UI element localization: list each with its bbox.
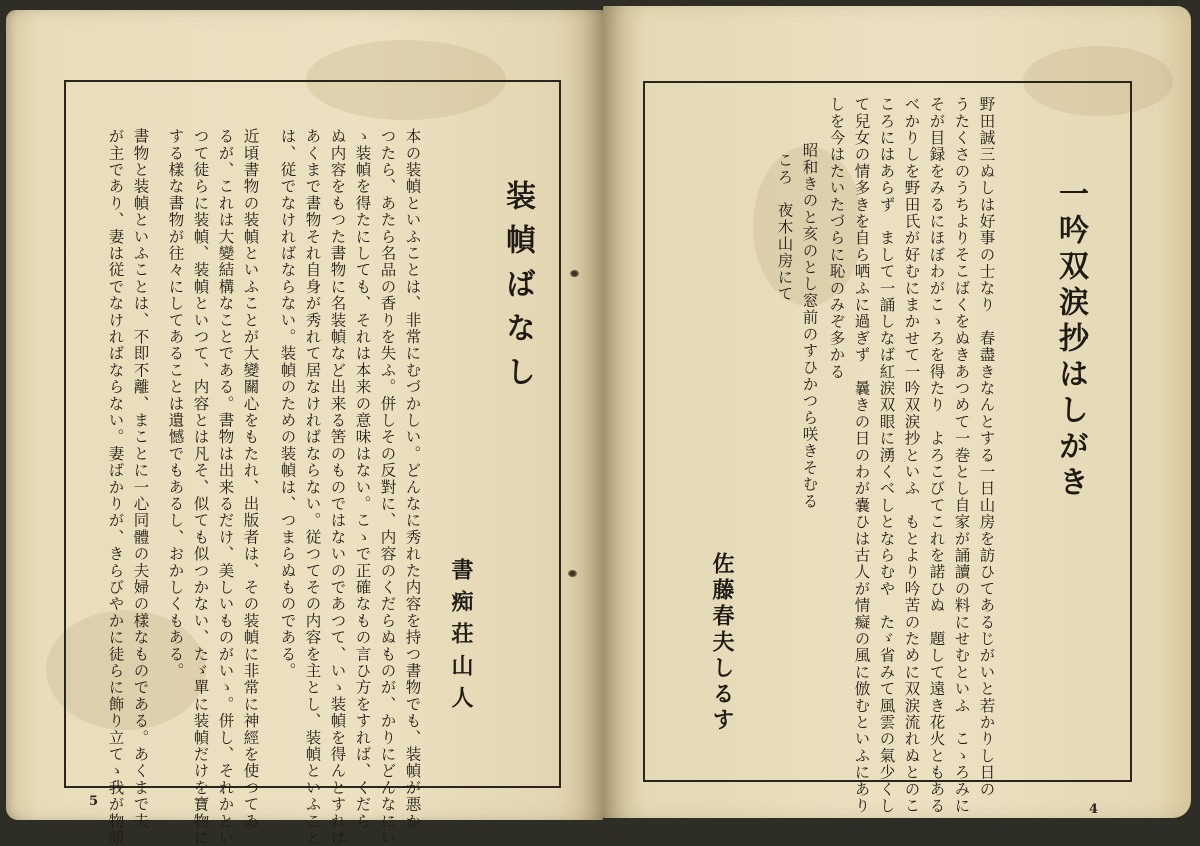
left-page	[6, 10, 603, 846]
right-page-line: ころにはあらず まして一誦しなば紅涙双眼に湧くべしとならむや たゞ省みて風雲の氣少くし	[877, 96, 896, 815]
left-page-number: 5	[89, 794, 99, 809]
left-page-line: つたら、あたら名品の香りを失ふ。併しその反對に、内容のくだらぬものが、かりにどんなにい	[378, 128, 397, 846]
right-page-line: 野田誠三ぬしは好事の士なり 春盡きなんとする一日山房を訪ひてあるじがいと若かりし日の	[977, 96, 996, 798]
left-page-line: は、従でなければならない。装幀のための装幀は、つまらぬものである。	[278, 128, 297, 680]
right-page-line: うたくさのうちよりそこばくをぬきあつめて一巻とし自家が誦讀の料にせむといふ こゝろみに	[952, 96, 971, 815]
left-page-title: 装幀ばなし	[500, 180, 535, 400]
right-page	[603, 6, 1191, 818]
left-page-line: が主であり、妻は従でなければならない。妻ばかりが、きらびやかに徒らに飾り立てゝ我が物顔	[106, 128, 125, 846]
right-page-line: て兒女の情多きを自ら哂ふに過ぎず 曩きの日のわが嚢ひは古人が情癡の風に倣むといふにあり	[852, 96, 871, 815]
right-page-title: 一吟双涙抄はしがき	[1053, 178, 1088, 502]
left-page-line: する樣な書物が往々にしてあることは遺憾でもあるし、おかしくもある。	[166, 128, 185, 680]
right-page-line: べかりしを野田氏が好むにまかせて一吟双涙抄といふ もとより吟苦のために双涙流れぬとのこ	[902, 96, 921, 815]
left-page-line: ゝ装幀を得たにしても、それは本来の意味はない。こゝで正確なもの言ひ方をすれば、くだら	[353, 128, 372, 830]
left-page-line: 近頃書物の装幀といふことが大變關心をもたれ、出版者は、その装幀に非常に神經を使つてゐ	[241, 128, 260, 830]
left-page-author: 書痴荘山人	[448, 558, 474, 718]
right-page-line: 昭和きのと亥のとし窓前のすひかつら咲きそむる	[800, 142, 819, 510]
right-page-line: しを今はたいたづらに恥のみぞ多かる	[827, 96, 846, 380]
right-page-line: そが目録をみるにほぼわがこゝろを得たり よろこびてこれを諾ひぬ 題して遠き花火ともある	[927, 96, 946, 815]
binding-hole	[570, 270, 579, 277]
left-page-line: つて徒らに装幀、装幀といつて、内容とは凡そ、似ても似つかない、たゞ單に装幀だけを寶物に	[191, 128, 210, 846]
left-page-line: ぬ内容をもつた書物に名装幀など出来る筈のものではないのであつて、いゝ装幀を得んとすれば	[328, 128, 347, 846]
left-page-line: 書物と装幀といふことは、不即不離、まことに一心同體の夫婦の樣なものである。あくまで夫	[131, 128, 150, 830]
right-page-signature: 佐藤春夫しるす	[709, 552, 735, 734]
right-page-number: 4	[1089, 802, 1099, 817]
left-page-line: あくまで書物それ自身が秀れて居なければならない。従つてその内容を主とし、装幀といふこと	[303, 128, 322, 846]
right-page-line: ころ 夜木山房にて	[775, 152, 794, 303]
left-page-line: 本の装幀といふことは、非常にむづかしい。どんなに秀れた内容を持つ書物でも、装幀が悪か	[403, 128, 422, 830]
binding-hole	[568, 570, 577, 577]
left-page-line: るが、これは大變結構なことである。書物は出来るだけ、美しいものがいゝ。併し、それかとい	[216, 128, 235, 846]
